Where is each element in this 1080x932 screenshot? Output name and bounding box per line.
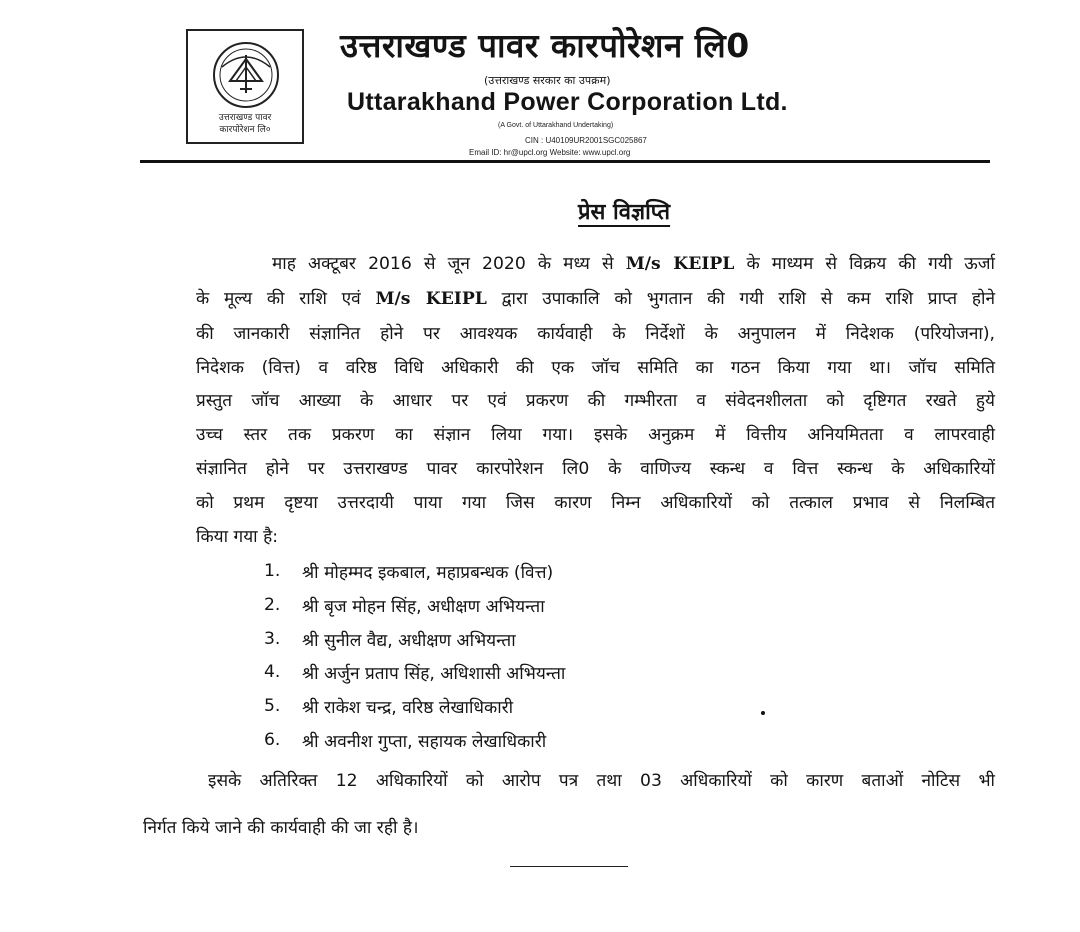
logo-caption-line2: कारपोरेशन लि० — [219, 125, 271, 135]
official-name: श्री मोहम्मद इकबाल, महाप्रबन्धक (वित्त) — [302, 563, 554, 583]
paragraph-line: माह अक्टूबर 2016 से जून 2020 के मध्य से M/s KEIPL के माध्यम से विक्रय की गयी ऊर्जा — [272, 254, 996, 274]
contact-info: Email ID: hr@upcl.org Website: www.upcl.org — [469, 148, 631, 157]
org-name-hindi: उत्तराखण्ड पावर कारपोरेशन लि0 — [340, 26, 750, 65]
list-number: 5. — [264, 696, 281, 716]
end-divider — [510, 866, 628, 867]
closing-line: निर्गत किये जाने की कार्यवाही की जा रही है। — [143, 818, 419, 838]
paragraph-line: निदेशक (वित्त) व वरिष्ठ विधि अधिकारी की एक जॉच समिति का गठन किया गया था। जॉच समिति — [196, 358, 995, 378]
stray-mark — [761, 711, 765, 715]
paragraph-line: प्रस्तुत जॉच आख्या के आधार पर एवं प्रकरण की गम्भीरता व संवेदनशीलता को दृष्टिगत रखते हुये — [196, 391, 995, 411]
paragraph-line: के मूल्य की राशि एवं M/s KEIPL द्वारा उपाकालि को भुगतान की गयी राशि से कम राशि प्राप्त होने — [196, 289, 995, 309]
org-subtitle-hindi: (उत्तराखण्ड सरकार का उपक्रम) — [484, 74, 611, 87]
official-name: श्री बृज मोहन सिंह, अधीक्षण अभियन्ता — [302, 597, 545, 617]
list-number: 1. — [264, 561, 281, 581]
org-name-english: Uttarakhand Power Corporation Ltd. — [347, 88, 788, 116]
closing-line: इसके अतिरिक्त 12 अधिकारियों को आरोप पत्र तथा 03 अधिकारियों को कारण बताओं नोटिस भी — [208, 771, 995, 791]
upcl-logo — [186, 29, 304, 144]
list-number: 2. — [264, 595, 281, 615]
official-name: श्री अर्जुन प्रताप सिंह, अधिशासी अभियन्ता — [302, 664, 566, 684]
paragraph-line: किया गया है: — [196, 527, 279, 547]
logo-caption-line1: उत्तराखण्ड पावर — [218, 113, 272, 123]
list-number: 4. — [264, 662, 281, 682]
list-number: 3. — [264, 629, 281, 649]
cin-number: CIN : U40109UR2001SGC025867 — [525, 136, 647, 145]
official-name: श्री सुनील वैद्य, अधीक्षण अभियन्ता — [302, 631, 516, 651]
official-name: श्री अवनीश गुप्ता, सहायक लेखाधिकारी — [302, 732, 547, 752]
paragraph-line: को प्रथम दृष्टया उत्तरदायी पाया गया जिस कारण निम्न अधिकारियों को तत्काल प्रभाव से निलम्बित — [196, 493, 995, 513]
upcl-emblem-icon — [200, 37, 292, 113]
list-number: 6. — [264, 730, 281, 750]
paragraph-line: संज्ञानित होने पर उत्तराखण्ड पावर कारपोरेशन लि0 के वाणिज्य स्कन्ध व वित्त स्कन्ध के अधिकारियों — [196, 459, 995, 479]
paragraph-line: उच्च स्तर तक प्रकरण का संज्ञान लिया गया। इसके अनुक्रम में वित्तीय अनियमितता व लापरवाही — [196, 425, 995, 445]
notice-title: प्रेस विज्ञप्ति — [578, 200, 671, 225]
govt-undertaking-note: (A Govt. of Uttarakhand Undertaking) — [498, 122, 614, 129]
letterhead-divider — [140, 160, 990, 163]
paragraph-line: की जानकारी संज्ञानित होने पर आवश्यक कार्यवाही के निर्देशों के अनुपालन में निदेशक (परियोजना), — [196, 324, 995, 344]
official-name: श्री राकेश चन्द्र, वरिष्ठ लेखाधिकारी — [302, 698, 514, 718]
